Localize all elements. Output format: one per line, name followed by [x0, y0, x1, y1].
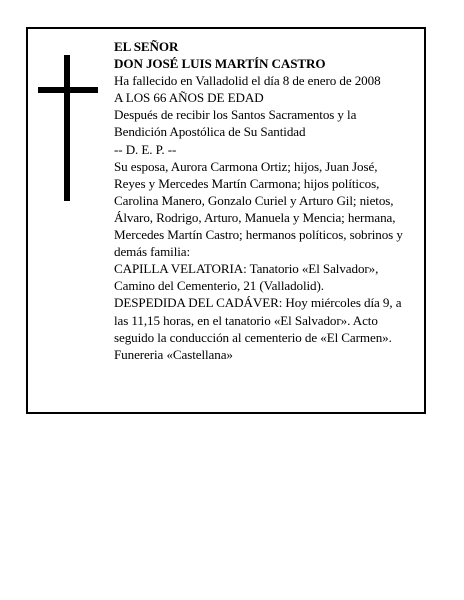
- chapel-line-2: Camino del Cementerio, 21 (Valladolid).: [114, 278, 324, 294]
- family-line-3: Carolina Manero, Gonzalo Curiel y Arturo Gil; nietos,: [114, 192, 394, 208]
- obituary-notice: [26, 27, 426, 414]
- notice-heading: EL SEÑOR: [114, 39, 179, 54]
- cross-vertical-bar: [64, 55, 70, 201]
- farewell-line-2: las 11,15 horas, en el tanatorio «El Salvador». Acto: [114, 312, 378, 328]
- chapel-line-1: CAPILLA VELATORIA: Tanatorio «El Salvador»,: [114, 261, 379, 277]
- deceased-name: DON JOSÉ LUIS MARTÍN CASTRO: [114, 56, 326, 72]
- family-line-6: demás familia:: [114, 244, 191, 260]
- family-line-1: Su esposa, Aurora Carmona Ortiz; hijos, Juan José,: [114, 158, 378, 174]
- rip-line: -- D. E. P. --: [114, 141, 177, 157]
- funeral-home-line: Funereria «Castellana»: [114, 346, 233, 362]
- farewell-line-1: DESPEDIDA DEL CADÁVER: Hoy miércoles día 9, a: [114, 295, 402, 311]
- family-line-4: Álvaro, Rodrigo, Arturo, Manuela y Mencia; hermana,: [114, 209, 396, 225]
- farewell-line-3: seguido la conducción al cementerio de «El Carmen».: [114, 329, 392, 345]
- family-line-5: Mercedes Martín Castro; hermanos políticos, sobrinos y: [114, 227, 403, 243]
- notice-text: [114, 38, 424, 363]
- death-date-line: Ha fallecido en Valladolid el día 8 de enero de 2008: [114, 73, 381, 89]
- age-line: A LOS 66 AÑOS DE EDAD: [114, 90, 264, 106]
- cross-horizontal-bar: [38, 87, 98, 93]
- cross-icon: [38, 55, 98, 201]
- sacraments-line-2: Bendición Apostólica de Su Santidad: [114, 124, 306, 140]
- family-line-2: Reyes y Mercedes Martín Carmona; hijos políticos,: [114, 175, 380, 191]
- sacraments-line-1: Después de recibir los Santos Sacramentos y la: [114, 107, 357, 123]
